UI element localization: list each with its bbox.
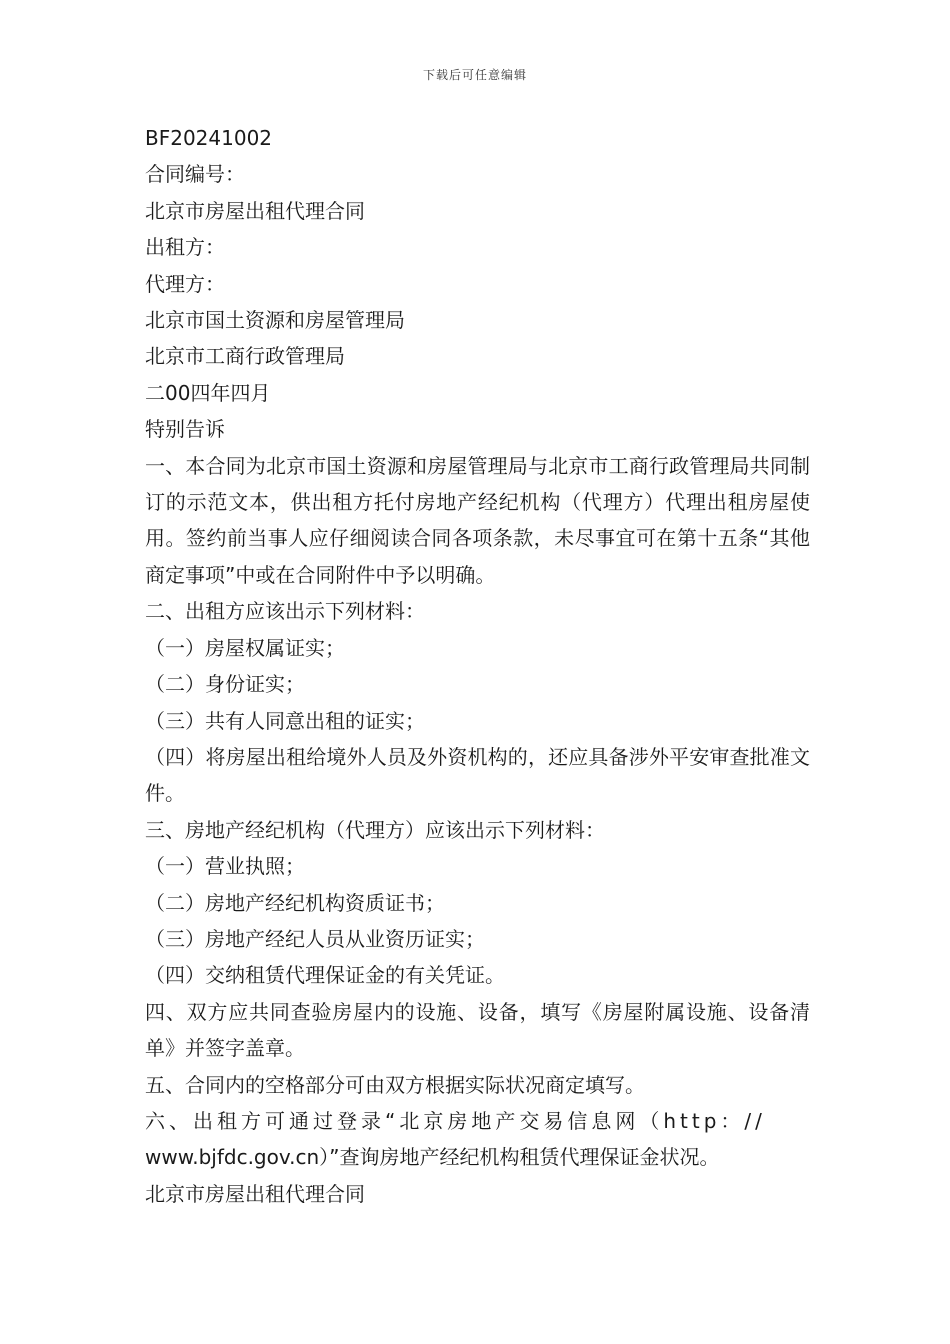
notice-item-2: 二、出租方应该出示下列材料： <box>145 599 425 624</box>
doc-code: BF20241002 <box>145 126 273 150</box>
notice-item-3-sub-1: （一）营业执照； <box>145 854 305 879</box>
notice-item-2-sub-4: （四）将房屋出租给境外人员及外资机构的，还应具备涉外平安审查批准文件。 <box>145 744 810 806</box>
issuer-1: 北京市国土资源和房屋管理局 <box>145 308 405 333</box>
notice-item-3-sub-2: （二）房地产经纪机构资质证书； <box>145 890 445 915</box>
notice-item-1: 一、本合同为北京市国土资源和房屋管理局与北京市工商行政管理局共同制订的示范文本，供出租方托付房地产经纪机构（代理方）代理出租房屋使用。签约前当事人应仔细阅读合同各项条款，未尽事宜可在第十五条“其他商定事项”中或在合同附件中予以明确。 <box>145 453 810 587</box>
notice-item-2-sub-1: （一）房屋权属证实； <box>145 635 345 660</box>
notice-item-2-sub-2: （二）身份证实； <box>145 672 305 697</box>
notice-heading: 特别告诉 <box>145 417 225 442</box>
notice-item-6-url: www.bjfdc.gov.cn）”查询房地产经纪机构租赁代理保证金状况。 <box>145 1145 720 1170</box>
document-body <box>145 120 810 1212</box>
issue-date: 二00四年四月 <box>145 380 271 405</box>
notice-item-6: 六、出租方可通过登录“北京房地产交易信息网（http：// <box>145 1108 766 1133</box>
notice-item-3-sub-4: （四）交纳租赁代理保证金的有关凭证。 <box>145 963 505 988</box>
header-note: 下载后可任意编辑 <box>422 68 527 82</box>
notice-item-5: 五、合同内的空格部分可由双方根据实际状况商定填写。 <box>145 1072 645 1097</box>
agent-label: 代理方： <box>145 271 225 296</box>
contract-title-repeat: 北京市房屋出租代理合同 <box>145 1181 365 1206</box>
lessor-label: 出租方： <box>145 235 225 260</box>
issuer-2: 北京市工商行政管理局 <box>145 344 345 369</box>
notice-item-4: 四、双方应共同查验房屋内的设施、设备，填写《房屋附属设施、设备清单》并签字盖章。 <box>145 999 810 1061</box>
notice-item-2-sub-3: （三）共有人同意出租的证实； <box>145 708 425 733</box>
notice-item-3-sub-3: （三）房地产经纪人员从业资历证实； <box>145 926 485 951</box>
contract-title: 北京市房屋出租代理合同 <box>145 198 365 223</box>
notice-item-3: 三、房地产经纪机构（代理方）应该出示下列材料： <box>145 817 605 842</box>
contract-number-label: 合同编号： <box>145 162 245 187</box>
